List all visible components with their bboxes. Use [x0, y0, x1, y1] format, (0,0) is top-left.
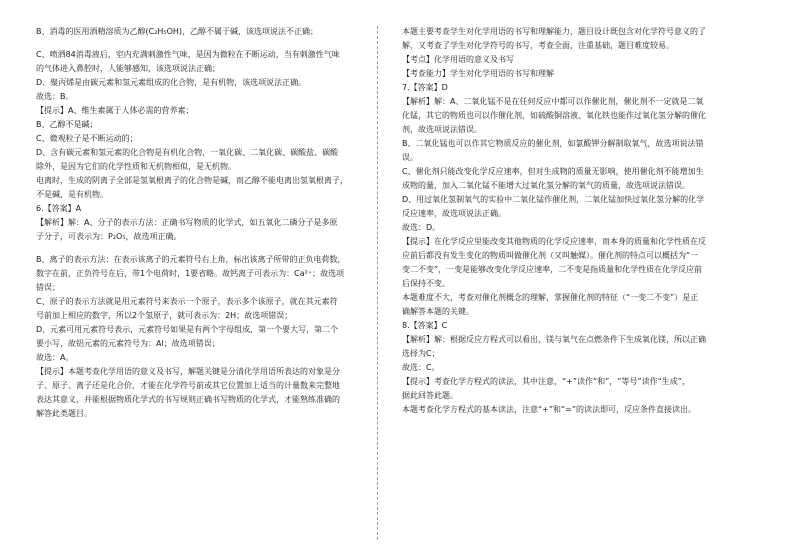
text-line: 故选：B。 — [36, 92, 74, 101]
text-line: 本题考查化学方程式的基本读法，注意“+”和“=”的读法即可，反应条件直接读出。 — [402, 405, 696, 414]
text-line: 除外，是因为它们的化学性质和无机物相似，是无机物。 — [36, 162, 236, 171]
text-line: 【解析】解：根据反应方程式可以看出，镁与氧气在点燃条件下生成氧化镁，所以正确 — [402, 335, 706, 344]
text-line: B、离子的表示方法：在表示该离子的元素符号右上角，标出该离子所带的正负电荷数， — [36, 255, 346, 264]
line-spacing — [36, 419, 388, 422]
text-line: 解，又考查了学生对化学符号的书写，考查全面，注重基础，题目难度较易。 — [402, 41, 674, 50]
text-line: 误。 — [402, 153, 418, 162]
text-line: B、消毒的医用酒精溶质为乙醇(C₂H₅OH)，乙醇不属于碱，该选项说法不正确； — [36, 27, 319, 36]
text-line: 7.【答案】D — [402, 83, 448, 92]
text-line: 号前加上相应的数字，所以2个氢原子，就可表示为：2H；故选项错误； — [36, 311, 293, 320]
text-line: 的气体进入鼻腔时，人能够感知，该选项说法正确； — [36, 64, 220, 73]
text-line: D、元素可用元素符号表示，元素符号如果是有两个字母组成，第一个要大写，第二个 — [36, 325, 339, 334]
left-column — [36, 26, 388, 422]
text-line: 应前后都没有发生变化的物质叫做催化剂（又叫触媒）。催化剂的特点可以概括为“一 — [402, 251, 699, 260]
text-line: 反应速率，故选项说法正确。 — [402, 209, 506, 218]
text-line: 【解析】解：A、分子的表示方法：正确书写物质的化学式，如五氧化二磷分子是多原 — [36, 218, 338, 227]
text-line: 【考点】化学用语的意义及书写 — [402, 55, 514, 64]
text-line: 化锰，其它的物质也可以作催化剂，如硫酸铜溶液、氧化铁也能作过氧化氢分解的催化 — [402, 111, 706, 120]
text-line: D、聚丙烯是由碳元素和氢元素组成的化合物，是有机物，该选项说法正确。 — [36, 78, 307, 87]
text-line: D、含有碳元素和氢元素的化合物是有机化合物，一氧化碳、二氧化碳、碳酸盐、碳酸 — [36, 148, 339, 157]
text-line: 据此回答此题。 — [402, 391, 458, 400]
right-column — [402, 26, 754, 418]
text-line: 【解析】解：A、二氧化锰不是在任何反应中都可以作催化剂，催化剂不一定就是二氧 — [402, 97, 704, 106]
text-line: 数字在前，正负符号在后，带1个电荷时，1要省略。故钙离子可表示为：Ca²⁺；故选项 — [36, 269, 345, 278]
text-line: 【提示】A、维生素属于人体必需的营养素； — [36, 106, 194, 115]
text-line: 故选：A。 — [36, 353, 74, 362]
text-line: C、原子的表示方法就是用元素符号来表示一个原子，表示多个该原子，就在其元素符 — [36, 297, 338, 306]
column-divider — [377, 26, 378, 540]
text-line: 【提示】考查化学方程式的读法，其中注意，“+”读作“和”，“等号”读作“生成”， — [402, 377, 690, 386]
text-line: 本题主要考查学生对化学用语的书写和理解能力，题目设计既包含对化学符号意义的了 — [402, 27, 706, 36]
text-line: 要小写，故铝元素的元素符号为：Al；故选项错误； — [36, 339, 220, 348]
text-line: 【考查能力】学生对化学用语的书写和理解 — [402, 69, 554, 78]
text-line: 剂，故选项说法错误。 — [402, 125, 482, 134]
text-line: 成物的量，加入二氧化锰不能增大过氧化氢分解的氧气的质量，故选项说法错误。 — [402, 181, 690, 190]
text-line: 【提示】在化学反应里能改变其他物质的化学反应速率，而本身的质量和化学性质在反 — [402, 237, 706, 246]
text-line: 本题难度不大，考查对催化剂概念的理解，掌握催化剂的特征（“一变二不变”）是正 — [402, 293, 699, 302]
text-line: 子、原子、离子还是化合价，才能在化学符号前或其它位置加上适当的计量数来完整地 — [36, 381, 340, 390]
text-line: 8.【答案】C — [402, 321, 448, 330]
text-line: 故选：D。 — [402, 223, 441, 232]
text-line: B、二氧化锰也可以作其它物质反应的催化剂，如氯酸钾分解制取氧气，故选项说法错 — [402, 139, 704, 148]
text-line: 确解答本题的关键。 — [402, 307, 474, 316]
text-line: 不是碱，是有机物。 — [36, 190, 108, 199]
text-line: 选择为C； — [402, 349, 440, 358]
text-line: C、微观粒子是不断运动的； — [36, 134, 138, 143]
text-line: 6.【答案】A — [36, 204, 82, 213]
text-line: 解答此类题目。 — [36, 409, 92, 418]
text-line: 表达其意义，并能根据物质化学式的书写规则正确书写物质的化学式，才能熟练准确的 — [36, 395, 340, 404]
text-line: D、用过氧化氢制氧气的实验中二氧化锰作催化剂，二氧化锰加快过氧化氢分解的化学 — [402, 195, 705, 204]
text-line: 故选：C。 — [402, 363, 440, 372]
text-line: C、催化剂只能改变化学反应速率，但对生成物的质量无影响，使用催化剂不能增加生 — [402, 167, 704, 176]
text-line: C、喷洒84消毒液后，室内充满刺激性气味，是因为微粒在不断运动，当有刺激性气味 — [36, 50, 340, 59]
text-line: 后保持不变。 — [402, 279, 450, 288]
text-line: 电离时，生成的阴离子全部是氢氧根离子的化合物是碱，而乙醇不能电离出氢氧根离子， — [36, 176, 348, 185]
text-line: 子分子，可表示为：P₂O₅，故选项正确。 — [36, 232, 182, 241]
line-spacing — [402, 415, 754, 418]
text-line: 【提示】本题考查化学用语的意义及书写，解题关键是分清化学用语所表达的对象是分 — [36, 367, 340, 376]
text-line: B、乙醇不是碱； — [36, 120, 98, 129]
text-line: 错误； — [36, 283, 60, 292]
text-line: 变二不变”，一变是能够改变化学反应速率，二不变是指质量和化学性质在化学反应前 — [402, 265, 703, 274]
